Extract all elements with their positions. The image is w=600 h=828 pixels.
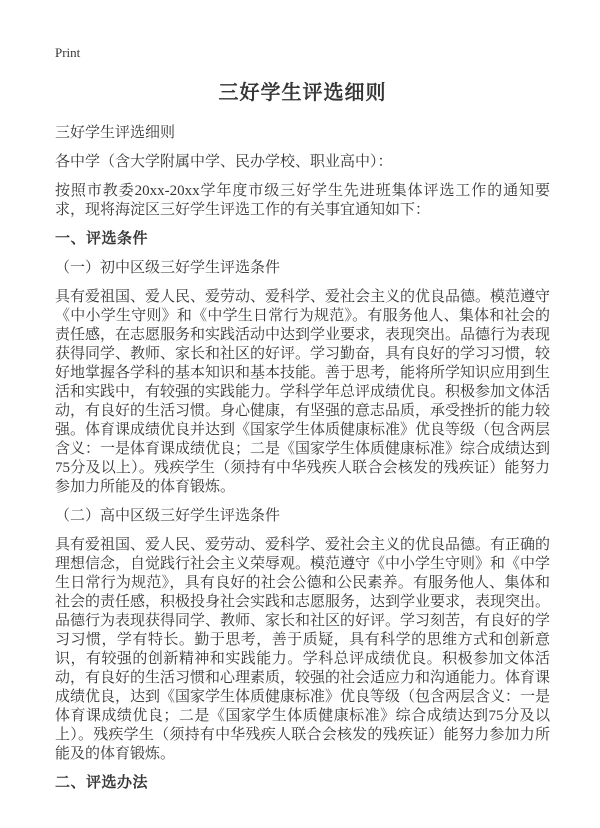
print-link[interactable]: Print (55, 45, 81, 60)
section-2-heading: 二、评选办法 (55, 775, 149, 791)
subsection-2-body: 具有爱祖国、爱人民、爱劳动、爱科学、爱社会主义的优良品德。有正确的理想信念，自觉践行社会主义荣辱观。模范遵守《中小学生守则》和《中学生日常行为规范》，具有良好的社会公德和公民素养。有服务他人、集体和社会的责任感，积极投身社会实践和志愿服务，达到学业要求，表现突出。品德行为表现获得同学、教师、家长和社区的好评。学习刻苦，有良好的学习习惯，学有特长。勤于思考，善于质疑，具有科学的思维方式和创新意识，有较强的创新精神和实践能力。学科总评成绩优良。积极参加文体活动，有良好的生活习惯和心理素质，较强的社会适应力和沟通能力。体育课成绩优良，达到《国家学生体质健康标准》优良等级（包含两层含义：一是体育课成绩优良；二是《国家学生体质健康标准》综合成绩达到75分及以上）。残疾学生（须持有中华残疾人联合会核发的残疾证）能努力参加力所能及的体育锻炼。 (55, 537, 551, 762)
page-title: 三好学生评选细则 (218, 82, 387, 104)
section-1-heading: 一、评选条件 (55, 231, 149, 247)
document-subtitle: 三好学生评选细则 (55, 125, 176, 141)
salutation-line: 各中学（含大学附属中学、民办学校、职业高中）： (55, 154, 393, 170)
intro-paragraph: 按照市教委20xx-20xx学年度市级三好学生先进班集体评选工作的通知要求，现将海淀区三好学生评选工作的有关事宜通知如下： (55, 183, 550, 218)
subsection-1-body: 具有爱祖国、爱人民、爱劳动、爱科学、爱社会主义的优良品德。模范遵守《中小学生守则》和《中学生日常行为规范》。有服务他人、集体和社会的责任感，在志愿服务和实践活动中达到学业要求，表现突出。品德行为表现获得同学、教师、家长和社区的好评。学习勤奋，具有良好的学习习惯，较好地掌握各学科的基本知识和基本技能。善于思考，能将所学知识应用到生活和实践中，有较强的实践能力。学科学年总评成绩优良。积极参加文体活动，有良好的生活习惯。身心健康，有坚强的意志品质，承受挫折的能力较强。体育课成绩优良并达到《国家学生体质健康标准》优良等级（包含两层含义：一是体育课成绩优良；二是《国家学生体质健康标准》综合成绩达到75分及以上）。残疾学生（须持有中华残疾人联合会核发的残疾证）能努力参加力所能及的体育锻炼。 (55, 289, 551, 495)
subsection-2-heading: （二）高中区级三好学生评选条件 (55, 508, 281, 524)
subsection-1-heading: （一）初中区级三好学生评选条件 (55, 260, 281, 276)
